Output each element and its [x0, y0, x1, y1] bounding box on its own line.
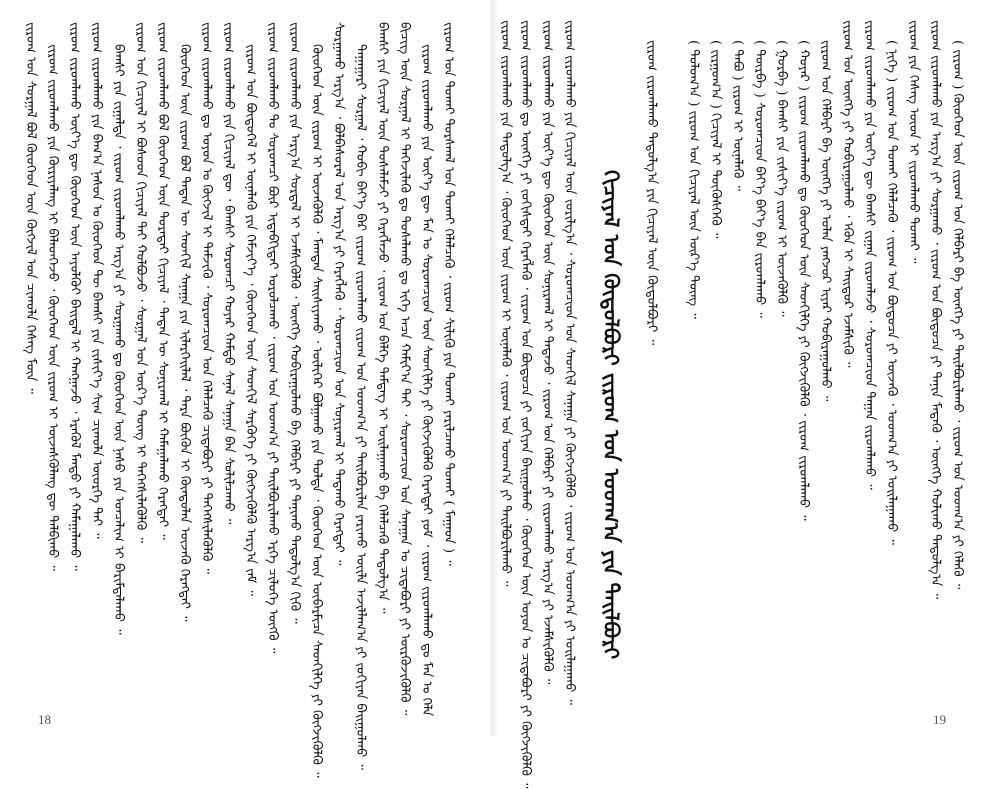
- left-line-3: ᠪᠢᠴᠢᠭ ᠦᠨ ᠰᠤᠷᠭᠠᠯ ᠢ ᠳᠡᠭᠡᠵᠢᠯᠡᠬᠦ ᠳᠤ ᠲᠤᠰᠠᠯᠠᠬᠤ ᠳᠤ ᠢᠬᠡ ᠠᠴᠠ ᠬᠠᠮᠢᠶ᠎ᠠ ᠲᠠᠢ ᠂ ᠰᠤᠷᠤᠭᠴᠢᠳ ᠤᠨ ᠰᠠᠨᠠᠭᠠᠨ ᠤ ᠴᠢᠳᠠᠪᠤᠷᠢ ᠶᠢ ᠦᠷᠬᠦᠵᠢᠭᠦᠯᠬᠦ ᠃: [397, 22, 412, 716]
- right-line-13: ( ᠳᠣᠯᠣᠭ᠎ᠠ ) ᠵᠢᠷᠤᠭ ᠤᠨ ᠬᠢᠴᠢᠶᠡᠯ ᠦᠨ ᠦᠷ᠎ᠡ ᠳᠦᠩ ᠃: [686, 40, 701, 319]
- right-page: [495, 0, 985, 789]
- right-line-17: ᠵᠢᠷᠤᠭ ᠵᠢᠷᠤᠭᠯᠠᠬᠤ ᠶᠢᠨ ᠳᠠᠳᠤᠯᠭ᠎ᠠ ᠂ ᠬᠦᠦᠬᠡᠳ ᠦᠨ ᠵᠢᠷᠤᠭ ᠢ ᠦᠨᠡᠯᠡᠬᠦ ᠂ ᠵᠢᠷᠤᠭ ᠤᠨ ᠤᠳᠬ᠎ᠠ ᠶᠢ ᠲᠠᠢᠯᠪᠤᠷᠢᠯᠠᠬᠤ ᠃: [498, 20, 513, 587]
- right-line-18: ᠵᠢᠷᠤᠭ ᠵᠢᠷᠤᠭᠯᠠᠬᠤ ᠳᠠᠳᠤᠯᠭ᠎ᠠ ᠶᠢᠨ ᠬᠢᠴᠢᠶᠡᠯ ᠦᠨ ᠬᠥᠲᠥᠯᠪᠦᠷᠢ ᠃: [644, 40, 659, 345]
- left-line-17: ᠵᠢᠷᠤᠭ ᠵᠢᠷᠤᠭᠯᠠᠬᠤ ᠶᠢᠨ ᠪᠠᠭ᠎ᠠ ᠨᠠᠰᠤᠨ ᠤ ᠬᠦᠦᠬᠡᠳ ᠲᠦ ᠪᠠᠭᠰᠢ ᠶᠢᠨ ᠵᠢᠱᠢᠶ᠎ᠡ ᠰᠢᠭ᠋ ᠴᠢᠬᠤᠯᠠ ᠦᠦᠷᠭᠡ ᠲᠡᠢ ᠃: [89, 22, 104, 539]
- left-line-1: ᠵᠢᠷᠤᠭ ᠤᠨ ᠲᠤᠬᠠᠢ ᠳᠤᠷᠰᠬᠠᠯ ᠤᠨ ᠲᠤᠬᠠᠢ ᠬᠡᠯᠡᠯᠴᠡᠬᠦ ᠂ ᠵᠢᠷᠤᠭ ᠰᠢᠯᠢᠬᠦ ᠶᠢᠨ ᠲᠤᠬᠠᠢ ᠶᠠᠷᠢᠯᠴᠠᠬᠤ ᠲᠤᠬᠠᠢ ( ᠮᠠᠭᠠᠳ ) ᠃: [441, 22, 456, 566]
- left-line-13: ᠬᠦᠦᠬᠡᠳ ᠦᠨ ᠵᠢᠷᠤᠭ ᠪᠣᠯ ᠲᠡᠳᠡᠨ ᠦ ᠰᠡᠳᠬᠢᠯ ᠰᠠᠨᠠᠭᠠ ᠶᠢᠨ ᠢᠯᠡᠷᠬᠡᠢᠯᠡᠯ ᠂ ᠲᠡᠷᠡ ᠪᠦᠬᠦᠨ ᠢ ᠬᠦᠨᠳᠦᠯᠡᠨ ᠦᠵᠡᠬᠦ ᠬᠡᠷᠡᠭᠲᠡᠢ ᠃: [177, 44, 192, 622]
- left-line-12: ᠵᠢᠷᠤᠭ ᠵᠢᠷᠤᠭᠯᠠᠬᠤ ᠳᠤ ᠣᠶᠤᠨ ᠤ ᠬᠥᠭᠵᠢᠯ ᠢ ᠳᠡᠮᠵᠢᠬᠦ ᠂ ᠰᠤᠷᠤᠭᠴᠢᠳ ᠤᠨ ᠬᠡᠯᠡᠯᠴᠡᠬᠦ ᠴᠢᠳᠠᠪᠤᠷᠢ ᠶᠢ ᠳᠡᠭᠡᠭᠰᠢᠯᠡᠭᠦᠯᠬᠦ ᠃: [199, 22, 214, 575]
- right-line-1: ( ᠵᠢᠷᠤᠭ ) ᠬᠦᠦᠬᠡᠳ ᠦᠨ ᠵᠢᠷᠤᠭ ᠤᠨ ᠬᠡᠯᠪᠡᠷᠢ ᠪᠠ ᠦᠩᠭᠡ ᠶᠢ ᠲᠠᠢᠯᠪᠤᠷᠢᠯᠠᠬᠤ ᠂ ᠵᠢᠷᠤᠭ ᠤᠨ ᠤᠳᠬ᠎ᠠ ᠶᠢ ᠬᠡᠯᠡᠬᠦ ᠃: [950, 40, 965, 590]
- left-line-9: ᠵᠢᠷᠤᠭ ᠵᠢᠷᠤᠭᠯᠠᠬᠤ ᠲᠤ ᠰᠤᠷᠤᠭᠴᠢ ᠪᠦᠷ ᠢᠳᠡᠪᠬᠢᠲᠡᠢ ᠣᠷᠤᠯᠴᠠᠬᠤ ᠂ ᠵᠢᠷᠤᠭ ᠤᠨ ᠤᠳᠬ᠎ᠠ ᠶᠢ ᠲᠠᠢᠯᠪᠤᠷᠢᠯᠠᠬᠤ ᠡᠷᠬᠡ ᠴᠢᠯᠥᠭᠡ ᠥᠭᠬᠦ ᠃: [265, 22, 280, 654]
- left-line-11: ᠵᠢᠷᠤᠭ ᠵᠢᠷᠤᠭᠯᠠᠬᠤ ᠶᠢᠨ ᠬᠢᠴᠢᠶᠡᠯ ᠳᠦ ᠂ ᠪᠠᠭᠰᠢ ᠰᠤᠷᠤᠭᠴᠢ ᠬᠣᠶᠠᠷ ᠬᠠᠮᠲᠤ ᠰᠠᠨᠠᠯ ᠰᠠᠨᠠᠭᠠ ᠪᠠᠨ ᠰᠣᠯᠢᠯᠴᠠᠬᠤ ᠃: [221, 22, 236, 525]
- left-line-2: ᠵᠢᠷᠤᠭ ᠵᠢᠷᠤᠭᠯᠠᠬᠤ ᠶᠢᠨ ᠦᠶ᠎ᠡ ᠳᠦ ᠮᠠᠨ ᠤ ᠰᠤᠷᠤᠭᠴᠢᠳ ᠦᠨ ᠰᠡᠳᠬᠢᠯᠭᠡ ᠶᠢ ᠬᠥᠭᠵᠢᠭᠦᠯᠬᠦ ᠬᠡᠷᠡᠭᠲᠡᠢ ᠶᠤᠮ ᠂ ᠵᠢᠷᠤᠭ ᠵᠢᠷᠤᠭᠯᠠᠬᠤ ᠳᠤ ᠮᠠᠨ ᠤ ᠬᠡᠯᠡ: [419, 44, 434, 717]
- left-line-5: ᠳᠠᠭᠠᠭᠠᠷᠢ ᠰᠤᠷᠭᠠᠯ ᠂ ᠬᠤᠪᠢ ᠪᠡᠶ᠎ᠡ ᠪᠡᠷ ᠵᠢᠷᠤᠭ ᠵᠢᠷᠤᠭᠯᠠᠬᠤ ᠵᠢᠷᠤᠭ ᠤᠨ ᠤᠳᠬ᠎ᠠ ᠶᠢ ᠲᠠᠢᠯᠪᠤᠷᠢᠯᠠᠨ ᠶᠠᠷᠢᠬᠤ ᠦᠢᠯᠡ ᠠᠵᠢᠯᠯᠠᠭ᠎ᠠ ᠶᠢ ᠵᠤᠬᠢᠶᠠᠨ ᠪᠠᠢᠭᠤᠯᠬᠤ ᠃: [353, 44, 368, 770]
- left-line-4: ᠪᠠᠭᠰᠢ ᠶᠢᠨ ᠬᠢᠴᠢᠶᠡᠯ ᠦᠨ ᠲᠤᠰᠠᠯᠠᠮᠵᠢ ᠶᠢ ᠬᠡᠷᠡᠭᠯᠡᠵᠦ ᠂ ᠵᠢᠷᠤᠭ ᠤᠨ ᠪᠡᠯᠭᠡ ᠳᠡᠮᠳᠡᠭ ᠢ ᠣᠢᠯᠠᠭᠠᠬᠤ ᠪᠠ ᠬᠡᠯᠡᠯᠴᠡᠬᠦ ᠳᠠᠳᠤᠯᠭ᠎ᠠ ᠃: [375, 22, 390, 614]
- section-title: ᠬᠢᠴᠢᠶᠡᠯ ᠤᠨ ᠬᠥᠲᠥᠯᠪᠦᠷᠢ ᠵᠢᠷᠤᠭ ᠤᠨ ᠤᠳᠬ᠎ᠠ ᠶᠢᠨ ᠲᠠᠢᠯᠪᠤᠷᠢ: [599, 170, 624, 660]
- left-line-20: ᠵᠢᠷᠤᠭ ᠤᠨ ᠰᠤᠷᠭᠠᠯ ᠪᠣᠯ ᠬᠦᠦᠬᠡᠳ ᠦᠨ ᠬᠥᠭᠵᠢᠯ ᠤᠨ ᠴᠢᠬᠤᠯᠠ ᠬᠡᠰᠡᠭ ᠮᠥᠨ ᠃: [23, 22, 38, 394]
- page-number-right: 19: [933, 712, 946, 727]
- right-line-9: ( ᠭᠤᠷᠪᠠ ) ᠪᠠᠭᠰᠢ ᠶᠢᠨ ᠵᠢᠱᠢᠶ᠎ᠡ ᠵᠢᠷᠤᠭ ᠢ ᠦᠵᠡᠭᠦᠯᠬᠦ ᠃: [774, 40, 789, 317]
- left-line-10: ᠵᠢᠷᠤᠭ ᠤᠨ ᠪᠦᠲᠦᠭᠡᠯ ᠢ ᠦᠨᠡᠯᠡᠬᠦ ᠶᠢᠨ ᠬᠡᠮᠵᠢᠶ᠎ᠡ ᠂ ᠬᠦᠦᠬᠡᠳ ᠦᠨ ᠰᠡᠳᠬᠢᠯ ᠰᠡᠷᠭᠦᠭᠡ ᠶᠢ ᠬᠥᠭᠵᠢᠭᠦᠯᠬᠦ ᠠᠷᠭ᠎ᠠ ᠵᠠᠮ ᠃: [243, 44, 258, 596]
- right-line-11: ( ᠲᠠᠪᠤ ) ᠵᠢᠷᠤᠭ ᠢ ᠦᠨᠡᠯᠡᠬᠦ ᠃: [730, 40, 745, 192]
- left-line-6: ᠰᠤᠷᠭᠠᠬᠤ ᠠᠷᠭ᠎ᠠ ᠂ ᠪᠤᠯᠪᠠᠰᠤᠷᠠᠯ ᠤᠨ ᠠᠷᠭ᠎ᠠ ᠶᠢ ᠬᠡᠷᠡᠭᠯᠡᠬᠦ ᠂ ᠰᠤᠷᠤᠭᠴᠢᠳ ᠤᠨ ᠰᠤᠨᠢᠷᠬᠠᠯ ᠢ ᠲᠠᠲᠠᠬᠤ ᠬᠡᠷᠡᠭᠲᠡᠢ ᠃: [331, 22, 346, 566]
- right-line-3: ᠵᠢᠷᠤᠭ ᠶᠢᠨ ᠬᠡᠰᠡᠭ ᠦᠳ ᠢ ᠵᠢᠷᠤᠭᠯᠠᠬᠤ ᠲᠤᠬᠠᠢ ᠃: [906, 20, 921, 264]
- right-line-16: ᠵᠢᠷᠤᠭ ᠵᠢᠷᠤᠭᠯᠠᠬᠤ ᠳᠤ ᠦᠩᠭᠡ ᠶᠢ ᠵᠣᠬᠢᠰᠲᠠᠢ ᠬᠡᠷᠡᠭᠯᠡᠬᠦ ᠂ ᠵᠢᠷᠤᠭ ᠤᠨ ᠪᠦᠲᠦᠴᠡ ᠶᠢ ᠵᠣᠬᠢᠶᠠᠨ ᠪᠠᠢᠭᠤᠯᠬᠤ ᠂ ᠬᠦᠦᠬᠡᠳ ᠦᠨ ᠣᠶᠤᠨ ᠤ ᠴᠢᠳᠠᠪᠤᠷᠢ ᠶᠢ ᠬᠥᠭᠵᠢᠭᠦᠯᠬᠦ ᠃: [518, 20, 533, 789]
- right-line-14: ᠵᠢᠷᠤᠭ ᠵᠢᠷᠤᠭᠯᠠᠬᠤ ᠶᠢᠨ ᠬᠢᠴᠢᠶᠡᠯ ᠦᠨ ᠵᠣᠷᠢᠯᠭ᠎ᠠ ᠂ ᠰᠤᠷᠤᠭᠴᠢᠳ ᠤᠨ ᠰᠡᠳᠬᠢᠯ ᠰᠠᠨᠠᠭᠠ ᠶᠢ ᠬᠥᠭᠵᠢᠭᠦᠯᠬᠦ ᠂ ᠵᠢᠷᠤᠭ ᠤᠨ ᠤᠳᠬ᠎ᠠ ᠶᠢ ᠣᠢᠯᠠᠭᠠᠬᠤ ᠃: [562, 20, 577, 705]
- left-line-7: ᠬᠦᠦᠬᠡᠳ ᠦᠨ ᠵᠢᠷᠤᠭ ᠢ ᠦᠵᠡᠭᠦᠯᠬᠦ ᠂ ᠮᠠᠭᠲᠠᠨ ᠰᠠᠢᠰᠢᠶᠠᠬᠤ ᠂ ᠦᠯᠢᠭᠡᠷ ᠪᠣᠯᠭᠠᠬᠤ ᠶᠢᠨ ᠳᠤᠯᠳᠠ ᠂ ᠬᠦᠦᠬᠡᠳ ᠦᠨ ᠥᠪᠡᠷᠮᠢᠴᠡ ᠰᠡᠳᠬᠢᠯᠭᠡ ᠶᠢ ᠬᠥᠭᠵᠢᠭᠦᠯᠬᠦ ᠃: [309, 44, 324, 778]
- right-line-10: ( ᠳᠥᠷᠪᠡ ) ᠰᠤᠷᠤᠭᠴᠢᠳ ᠪᠡᠶ᠎ᠡ ᠪᠡᠶ᠎ᠡ ᠪᠡᠨ ᠵᠢᠷᠤᠭᠯᠠᠬᠤ ᠃: [752, 40, 767, 318]
- right-line-7: ᠵᠢᠷᠤᠭ ᠤᠨ ᠬᠡᠯᠪᠡᠷᠢ ᠪᠠ ᠦᠩᠭᠡ ᠶᠢ ᠣᠯᠠᠨ ᠶᠠᠩᠵᠤᠷ ᠢᠶᠠᠷ ᠬᠤᠪᠢᠷᠠᠭᠤᠯᠬᠤ ᠃: [818, 40, 833, 402]
- left-line-15: ᠵᠢᠷᠤᠭ ᠤᠨ ᠬᠢᠴᠢᠶᠡᠯ ᠢ ᠪᠤᠰᠤᠳ ᠬᠢᠴᠢᠶᠡᠯ ᠲᠡᠢ ᠬᠣᠯᠪᠣᠵᠤ ᠂ ᠰᠤᠷᠭᠠᠯ ᠤᠨ ᠦᠷ᠎ᠡ ᠳᠦᠩ ᠢ ᠳᠡᠭᠡᠭᠰᠢᠯᠡᠭᠦᠯᠬᠦ ᠃: [133, 22, 148, 543]
- left-line-18: ᠵᠢᠷᠤᠭ ᠵᠢᠷᠤᠭᠯᠠᠬᠤ ᠦᠶ᠎ᠡ ᠳᠦ ᠬᠦᠦᠬᠡᠳ ᠦᠨ ᠠᠶᠤᠯᠭᠦᠢ ᠪᠠᠢᠳᠠᠯ ᠢ ᠬᠠᠩᠭᠠᠵᠤ ᠂ ᠡᠷᠡᠭᠦᠯ ᠮᠡᠨᠳᠦ ᠶᠢ ᠬᠠᠮᠠᠭᠠᠯᠠᠬᠤ ᠃: [67, 22, 82, 571]
- page-number-left: 18: [38, 712, 51, 727]
- left-line-8: ᠵᠢᠷᠤᠭ ᠵᠢᠷᠤᠭᠯᠠᠬᠤ ᠶᠢᠨ ᠠᠷᠭ᠎ᠠ ᠰᠤᠷᠲᠠᠯ ᠢ ᠡᠵᠡᠮᠰᠢᠭᠦᠯᠬᠦ ᠂ ᠦᠩᠭᠡ ᠬᠤᠪᠢᠷᠠᠭᠤᠯᠬᠤ ᠪᠠ ᠬᠡᠯᠪᠡᠷᠢ ᠶᠢ ᠲᠠᠨᠢᠬᠤ ᠳᠠᠳᠤᠯᠭ᠎ᠠ ᠬᠢᠬᠦ ᠃: [287, 22, 302, 624]
- left-line-14: ᠵᠢᠷᠤᠭ ᠵᠢᠷᠤᠭᠯᠠᠬᠤ ᠪᠣᠯ ᠬᠦᠦᠬᠡᠳ ᠦᠨ ᠳᠤᠷᠠᠲᠠᠢ ᠬᠢᠴᠢᠶᠡᠯ ᠂ ᠲᠡᠳᠡᠨ ᠦ ᠰᠣᠨᠢᠷᠬᠠᠯ ᠢ ᠬᠠᠮᠠᠭᠠᠯᠠᠬᠤ ᠬᠡᠷᠡᠭᠲᠡᠢ ᠃: [155, 22, 170, 540]
- right-line-4: ( ᠨᠢᠭᠡ ) ᠵᠢᠷᠤᠭ ᠤᠨ ᠲᠤᠬᠠᠢ ᠬᠡᠯᠡᠯᠴᠡᠬᠦ ᠂ ᠵᠢᠷᠤᠭ ᠤᠨ ᠪᠦᠲᠦᠴᠡ ᠶᠢ ᠦᠵᠡᠬᠦ ᠂ ᠤᠳᠬ᠎ᠠ ᠶᠢ ᠣᠢᠯᠠᠭᠠᠬᠤ ᠃: [884, 40, 899, 545]
- right-line-2: ᠵᠢᠷᠤᠭ ᠵᠢᠷᠤᠭᠯᠠᠬᠤ ᠶᠢᠨ ᠠᠷᠭ᠎ᠠ ᠶᠢ ᠰᠤᠷᠭᠠᠬᠤ ᠂ ᠵᠢᠷᠤᠭ ᠤᠨ ᠪᠦᠲᠦᠴᠡ ᠶᠢ ᠲᠠᠨᠢᠨ ᠮᠡᠳᠡᠬᠦ ᠂ ᠦᠩᠭᠡ ᠬᠣᠯᠢᠬᠤ ᠳᠠᠳᠤᠯᠭ᠎ᠠ ᠃: [928, 20, 943, 600]
- left-line-19: ᠵᠢᠷᠤᠭ ᠵᠢᠷᠤᠭᠯᠠᠬᠤ ᠶᠢᠨ ᠬᠦᠷᠢᠶᠡᠯᠡᠩ ᠢ ᠪᠡᠯᠡᠳᠬᠡᠵᠦ ᠂ ᠬᠦᠦᠬᠡᠳ ᠦᠨ ᠵᠢᠷᠤᠭ ᠢ ᠦᠵᠡᠰᠬᠦᠯᠡᠩ ᠳᠦ ᠲᠠᠯᠪᠢᠬᠤ ᠃: [45, 44, 60, 571]
- right-line-6: ᠵᠢᠷᠤᠭ ᠤᠨ ᠦᠩᠭᠡ ᠶᠢ ᠬᠤᠪᠢᠷᠠᠭᠤᠯᠬᠤ ᠂ ᠡᠭᠦᠨ ᠢ ᠰᠠᠢᠲᠤᠷ ᠡᠵᠡᠮᠰᠢᠬᠦ ᠃: [840, 20, 855, 368]
- right-line-12: ( ᠵᠢᠷᠭᠤᠭ᠎ᠠ ) ᠬᠢᠴᠢᠶᠡᠯ ᠢ ᠳᠦᠭᠦᠰᠬᠡᠬᠦ ᠃: [708, 40, 723, 239]
- right-line-8: ( ᠬᠣᠶᠠᠷ ) ᠵᠢᠷᠤᠭ ᠵᠢᠷᠤᠭᠯᠠᠬᠤ ᠳᠤ ᠬᠦᠦᠬᠡᠳ ᠦᠨ ᠰᠡᠳᠬᠢᠯᠭᠡ ᠶᠢ ᠬᠥᠭᠵᠢᠭᠦᠯᠬᠦ ᠂ ᠵᠢᠷᠤᠭ ᠵᠢᠷᠤᠭᠯᠠᠬᠤ ᠃: [796, 40, 811, 521]
- right-line-5: ᠵᠢᠷᠤᠭ ᠵᠢᠷᠤᠭᠯᠠᠬᠤ ᠶᠢᠨ ᠦᠶ᠎ᠡ ᠳᠦ ᠪᠠᠭᠰᠢ ᠵᠢᠭᠠᠨ ᠵᠢᠷᠤᠭᠯᠠᠵᠤ ᠂ ᠰᠤᠷᠤᠭᠴᠢᠳ ᠳᠠᠭᠠᠨ ᠵᠢᠷᠤᠭᠯᠠᠬᠤ ᠃: [862, 20, 877, 490]
- right-line-15: ᠵᠢᠷᠤᠭ ᠵᠢᠷᠤᠭᠯᠠᠬᠤ ᠶᠢᠨ ᠦᠶ᠎ᠡ ᠳᠦ ᠬᠦᠦᠬᠡᠳ ᠦᠨ ᠰᠣᠨᠢᠷᠬᠠᠯ ᠢ ᠲᠠᠲᠠᠵᠤ ᠂ ᠵᠢᠷᠤᠭ ᠤᠨ ᠬᠡᠯᠪᠡᠷᠢ ᠶᠢ ᠵᠢᠷᠤᠭᠯᠠᠬᠤ ᠠᠷᠭ᠎ᠠ ᠶᠢ ᠡᠵᠡᠮᠰᠢᠭᠦᠯᠬᠦ ᠃: [540, 20, 555, 685]
- left-line-16: ᠪᠠᠭᠰᠢ ᠶᠢᠨ ᠵᠢᠭᠠᠯᠲᠠ ᠂ ᠵᠢᠷᠤᠭ ᠵᠢᠷᠤᠭᠯᠠᠬᠤ ᠠᠷᠭ᠎ᠠ ᠶᠢ ᠰᠤᠷᠭᠠᠬᠤ ᠳᠤ ᠬᠦᠦᠬᠡᠳ ᠦᠨ ᠨᠠᠰᠤ ᠶᠢᠨ ᠣᠨᠴᠠᠯᠢᠭ ᠢ ᠪᠠᠷᠢᠮᠲᠠᠯᠠᠬᠤ ᠃: [111, 44, 126, 635]
- left-page: [0, 0, 490, 778]
